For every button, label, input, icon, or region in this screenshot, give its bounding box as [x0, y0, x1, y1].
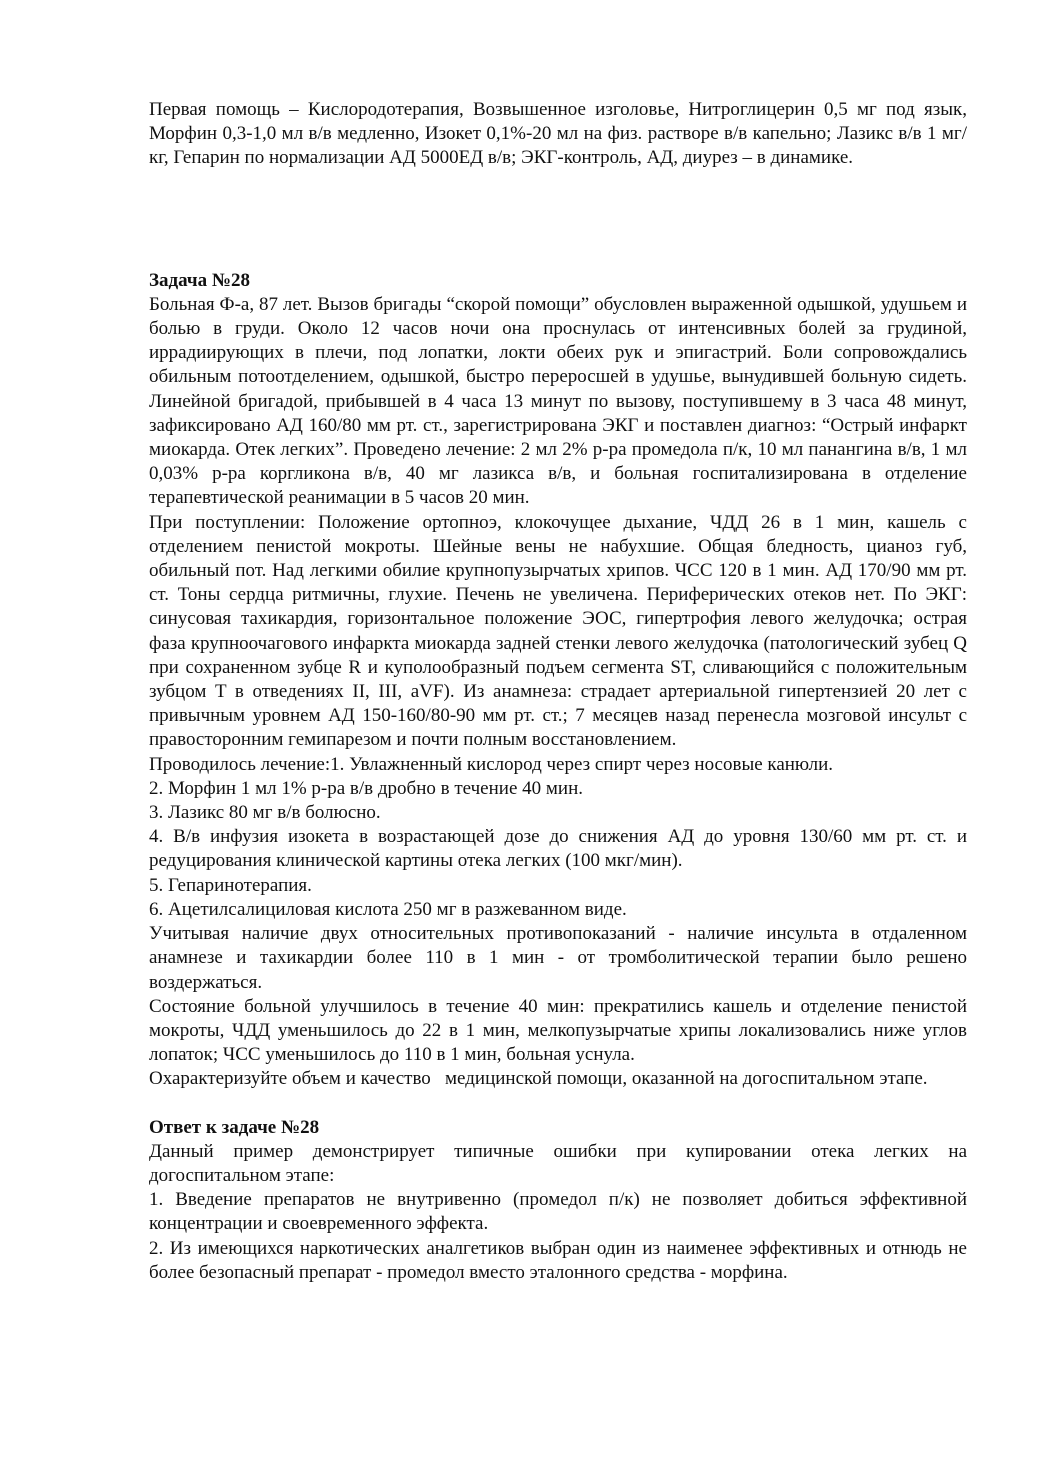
section-spacer [149, 1092, 967, 1116]
treatment-list [149, 753, 967, 922]
question-paragraph: Охарактеризуйте объем и качество медицинской помощи, оказанной на догоспитальном этапе. [149, 1068, 928, 1090]
treatment-item: 5. Гепаринотерапия. [149, 874, 312, 896]
treatment-item: Проводилось лечение:1. Увлажненный кислород через спирт через носовые канюли. [149, 753, 834, 775]
answer-title: Ответ к задаче №28 [149, 1116, 320, 1138]
task-title: Задача №28 [149, 269, 250, 291]
section-spacer [149, 171, 967, 269]
treatment-item: 3. Лазикс 80 мг в/в болюсно. [149, 802, 381, 824]
first-aid-paragraph: Первая помощь – Кислородотерапия, Возвышенное изголовье, Нитроглицерин 0,5 мг под язык, Морфин 0,3-1,0 мл в/в медленно, Изокет 0,1%-20 мл на физ. растворе в/в капельно; Лазикс в/в 1 мг/кг, Гепарин по нормализации АД 5000ЕД в/в; ЭКГ-контроль, АД, диурез – в динамике. [149, 99, 967, 169]
treatment-item: 2. Морфин 1 мл 1% р-ра в/в дробно в течение 40 мин. [149, 777, 583, 799]
thrombolysis-paragraph: Учитывая наличие двух относительных противопоказаний - наличие инсульта в отдаленном анамнезе и тахикардии более 110 в 1 мин - от тромболитической терапии было решено воздержаться. [149, 923, 967, 993]
case-description-paragraph: Больная Ф-а, 87 лет. Вызов бригады “скорой помощи” обусловлен выраженной одышкой, удушьем и болью в груди. Около 12 часов ночи она проснулась от интенсивных болей за грудиной, иррадиирующих в плечи, под лопатки, локти обеих рук и эпигастрий. Боли сопровождались обильным потоотделением, одышкой, быстро переросшей в удушье, вынудившей больную сидеть. Линейной бригадой, прибывшей в 4 часа 13 минут по вызову, поступившему в 3 часа 48 минут, зафиксировано АД 160/80 мм рт. ст., зарегистрирована ЭКГ и поставлен диагноз: “Острый инфаркт миокарда. Отек легких”. Проведено лечение: 2 мл 2% р-ра промедола п/к, 10 мл панангина в/в, 1 мл 0,03% р-ра коргликона в/в, 40 мг лазикса в/в, и больная госпитализирована в отделение терапевтической реанимации в 5 часов 20 мин. [149, 293, 967, 509]
outcome-paragraph: Состояние больной улучшилось в течение 40 мин: прекратились кашель и отделение пенистой мокроты, ЧДД уменьшилось до 22 в 1 мин, мелкопузырчатые хрипы локализовались ниже углов лопаток; ЧСС уменьшилось до 110 в 1 мин, больная уснула. [149, 995, 967, 1066]
answer-item: 1. Введение препаратов не внутривенно (промедол п/к) не позволяет добиться эффективной концентрации и своевременного эффекта. [149, 1189, 967, 1235]
document-page [149, 98, 967, 1285]
answer-intro-paragraph: Данный пример демонстрирует типичные ошибки при купировании отека легких на догоспитальном этапе: [149, 1140, 967, 1186]
treatment-item: 4. В/в инфузия изокета в возрастающей дозе до снижения АД до уровня 130/60 мм рт. ст. и редуцирования клинической картины отека легких (100 мкг/мин). [149, 826, 967, 872]
admission-paragraph: При поступлении: Положение ортопноэ, клокочущее дыхание, ЧДД 26 в 1 мин, кашель с отделением пенистой мокроты. Шейные вены не набухшие. Общая бледность, цианоз губ, обильный пот. Над легкими обилие крупнопузырчатых хрипов. ЧСС 120 в 1 мин. АД 170/90 мм рт. ст. Тоны сердца ритмичны, глухие. Печень не увеличена. Периферических отеков нет. По ЭКГ: синусовая тахикардия, горизонтальное положение ЭОС, гипертрофия левого желудочка; острая фаза крупноочагового инфаркта миокарда задней стенки левого желудочка (патологический зубец Q при сохраненном зубце R и куполообразный подъем сегмента ST, сливающийся с положительным зубцом T в отведениях II, III, aVF). Из анамнеза: страдает артериальной гипертензией 20 лет с привычным уровнем АД 150-160/80-90 мм рт. ст.; 7 месяцев назад перенесла мозговой инсульт с правосторонним гемипарезом и почти полным восстановлением. [149, 511, 967, 751]
answer-item: 2. Из имеющихся наркотических аналгетиков выбран один из наименее эффективных и отнюдь не более безопасный препарат - промедол вместо эталонного средства - морфина. [149, 1237, 967, 1283]
treatment-item: 6. Ацетилсалициловая кислота 250 мг в разжеванном виде. [149, 898, 627, 920]
